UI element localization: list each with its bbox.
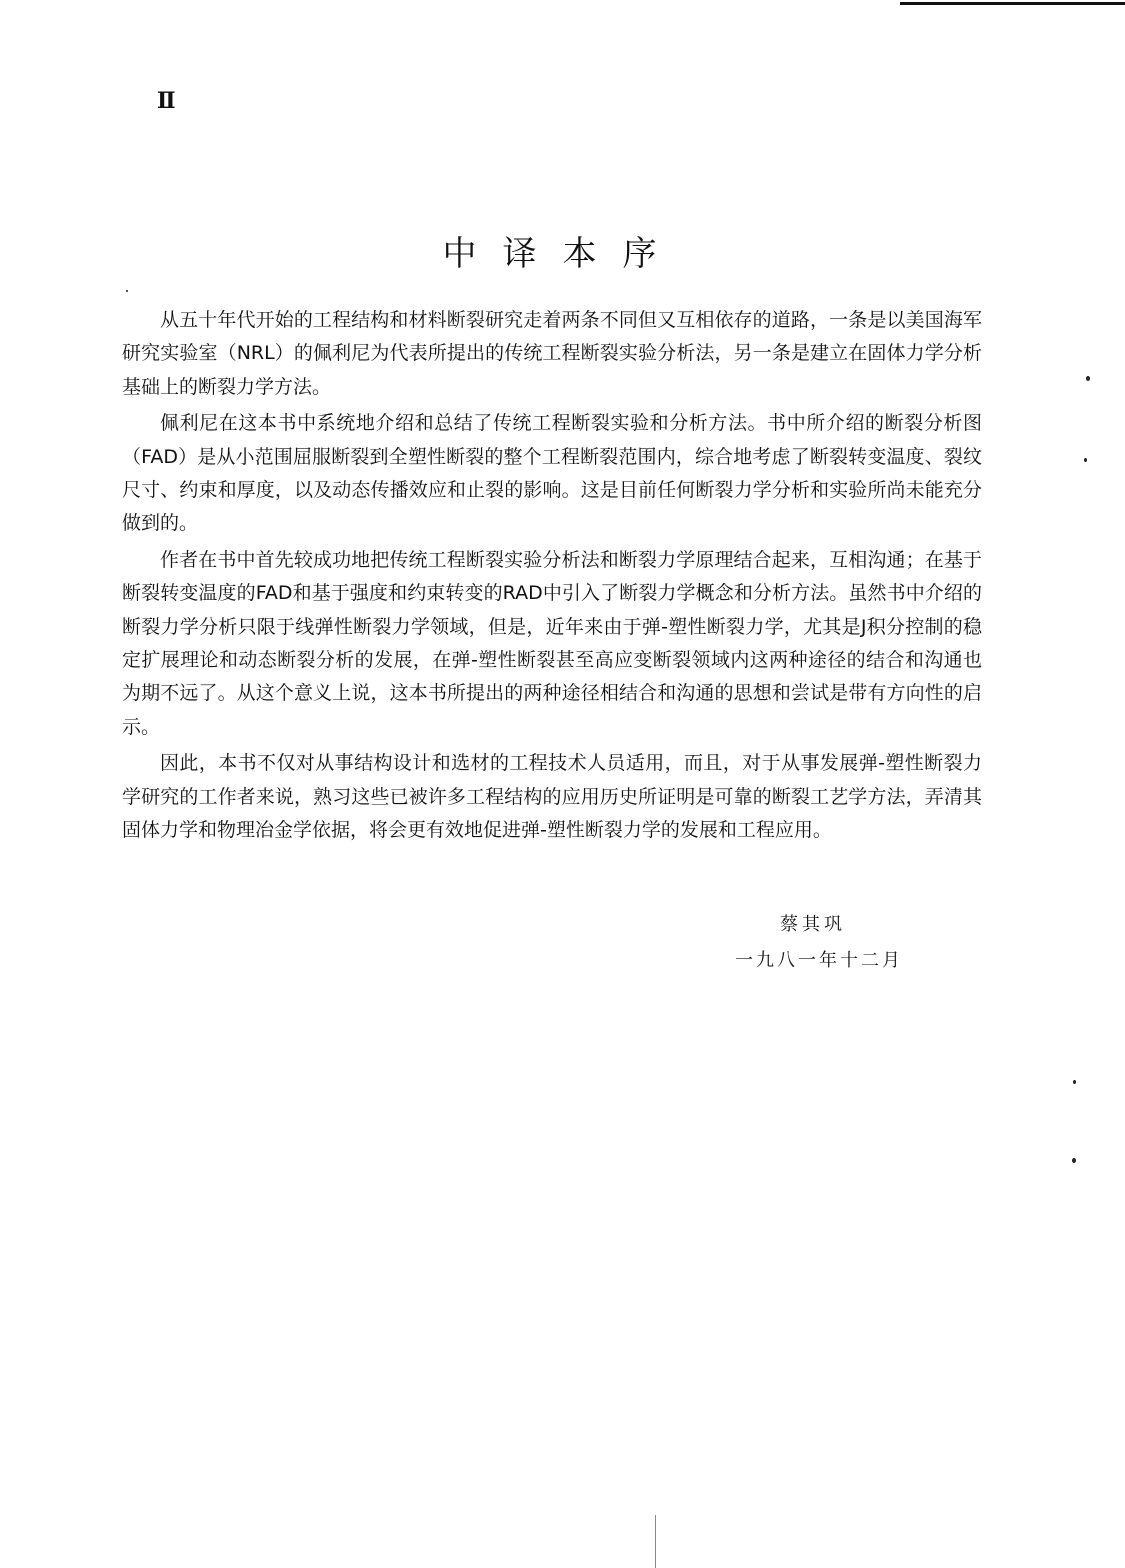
paragraph-2: 佩利尼在这本书中系统地介绍和总结了传统工程断裂实验和分析方法。书中所介绍的断裂分析图（FAD）是从小范围屈服断裂到全塑性断裂的整个工程断裂范围内，综合地考虑了断裂转变温度、裂纹尺寸、约束和厚度，以及动态传播效应和止裂的影响。这是目前任何断裂力学分析和实验所尚未能充分做到的。 [122,412,982,535]
top-edge-rule [900,2,1125,5]
signature-date: 一九八一年十二月 [735,950,903,971]
scan-speck [1084,458,1087,462]
page-number: Ⅱ [157,88,175,114]
paragraph-4: 因此，本书不仅对从事结构设计和选材的工程技术人员适用，而且，对于从事发展弹-塑性断裂力学研究的工作者来说，熟习这些已被许多工程结构的应用历史所证明是可靠的断裂工艺学方法，弄清其固体力学和物理冶金学依据，将会更有效地促进弹-塑性断裂力学的发展和工程应用。 [122,752,982,842]
preface-body [122,304,982,851]
paragraph-1: 从五十年代开始的工程结构和材料断裂研究走着两条不同但又互相依存的道路，一条是以美国海军研究实验室（NRL）的佩利尼为代表所提出的传统工程断裂实验分析法，另一条是建立在固体力学分析基础上的断裂力学方法。 [122,309,982,398]
preface-title: 中译本序 [442,234,683,274]
scan-speck [1073,1080,1076,1084]
scan-speck [126,290,128,292]
paragraph-3: 作者在书中首先较成功地把传统工程断裂实验分析法和断裂力学原理结合起来，互相沟通；在基于断裂转变温度的FAD和基于强度和约束转变的RAD中引入了断裂力学概念和分析方法。虽然书中介绍的断裂力学分析只限于线弹性断裂力学领域，但是，近年来由于弹-塑性断裂力学，尤其是J积分控制的稳定扩展理论和动态断裂分析的发展，在弹-塑性断裂甚至高应变断裂领域内这两种途径的结合和沟通也为期不远了。从这个意义上说，这本书所提出的两种途径相结合和沟通的思想和尝试是带有方向性的启示。 [122,548,982,738]
author-signature: 蔡其巩 [780,914,846,935]
scan-fold-line [655,1515,656,1568]
scan-speck [1086,376,1090,381]
scan-speck [1072,1158,1076,1163]
